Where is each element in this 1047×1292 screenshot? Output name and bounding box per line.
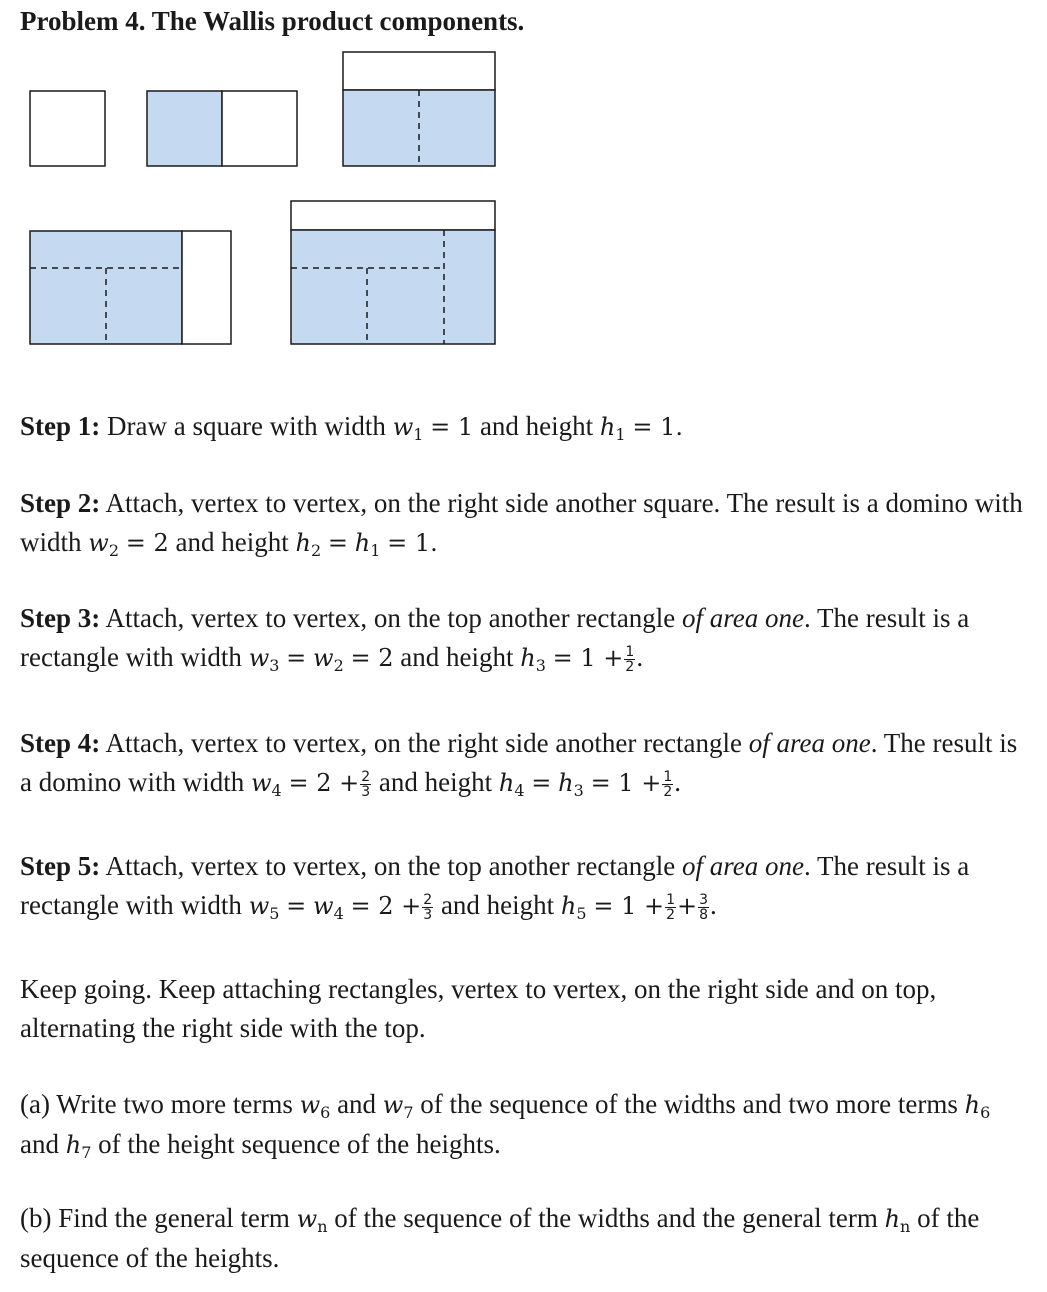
step-1-label: Step 1: <box>20 411 101 441</box>
keep-going-paragraph: Keep going. Keep attaching rectangles, vertex to vertex, on the right side and on top, alternating the right side with the top. <box>20 974 937 1043</box>
step-2-label: Step 2: <box>20 488 101 518</box>
step-3-label: Step 3: <box>20 603 101 633</box>
step4-added-rect <box>182 231 231 344</box>
problem-title: Problem 4. The Wallis product components. <box>20 6 525 36</box>
step-3: Step 3: Attach, vertex to vertex, on the top another rectangle of area one. The result is a rectangle with width $w_3 = w_2 = 2$ and height $h_3 = 1$ + $\frac{1}{2}$ . <box>20 603 970 676</box>
step-5: Step 5: Attach, vertex to vertex, on the top another rectangle of area one. The result is a rectangle with width $w_5 = w_4 = 2$ + $\frac{2}{3}$ and height $h_5 = 1$ + $\frac{1}{2}$ + $\frac{3}{8}$ . <box>20 851 970 924</box>
step2-added-square <box>222 91 297 166</box>
part-a: (a) Write two more terms $w_6$ and $w_7$ of the sequence of the widths and two more terms $h_6$ and $h_7$ of the height sequence of the heights. <box>20 1089 991 1162</box>
step-1: Step 1: Draw a square with width $w_1 = 1$ and height $h_1 = 1$. <box>20 411 683 444</box>
step5-shaded-body <box>291 230 495 344</box>
step5-top-rect <box>291 201 495 230</box>
step3-top-rect <box>343 52 495 90</box>
step-2: Step 2: Attach, vertex to vertex, on the right side another square. The result is a domino with width $w_2 = 2$ and height $h_2 = h_1 = 1$. <box>20 488 1023 560</box>
step2-shaded-square <box>147 91 222 166</box>
step-5-label: Step 5: <box>20 851 101 881</box>
step-4: Step 4: Attach, vertex to vertex, on the right side another rectangle of area one. The result is a domino with width $w_4 = 2$ + $\frac{2}{3}$ and height $h_4 = h_3 = 1$ + $\frac{1}{2}$ . <box>20 728 1018 801</box>
step1-square <box>30 91 105 166</box>
part-b: (b) Find the general term $w_n$ of the sequence of the widths and the general term $h_n$ of the sequence of the heights. <box>20 1203 980 1273</box>
step-4-label: Step 4: <box>20 728 101 758</box>
wallis-figure <box>0 0 1047 390</box>
